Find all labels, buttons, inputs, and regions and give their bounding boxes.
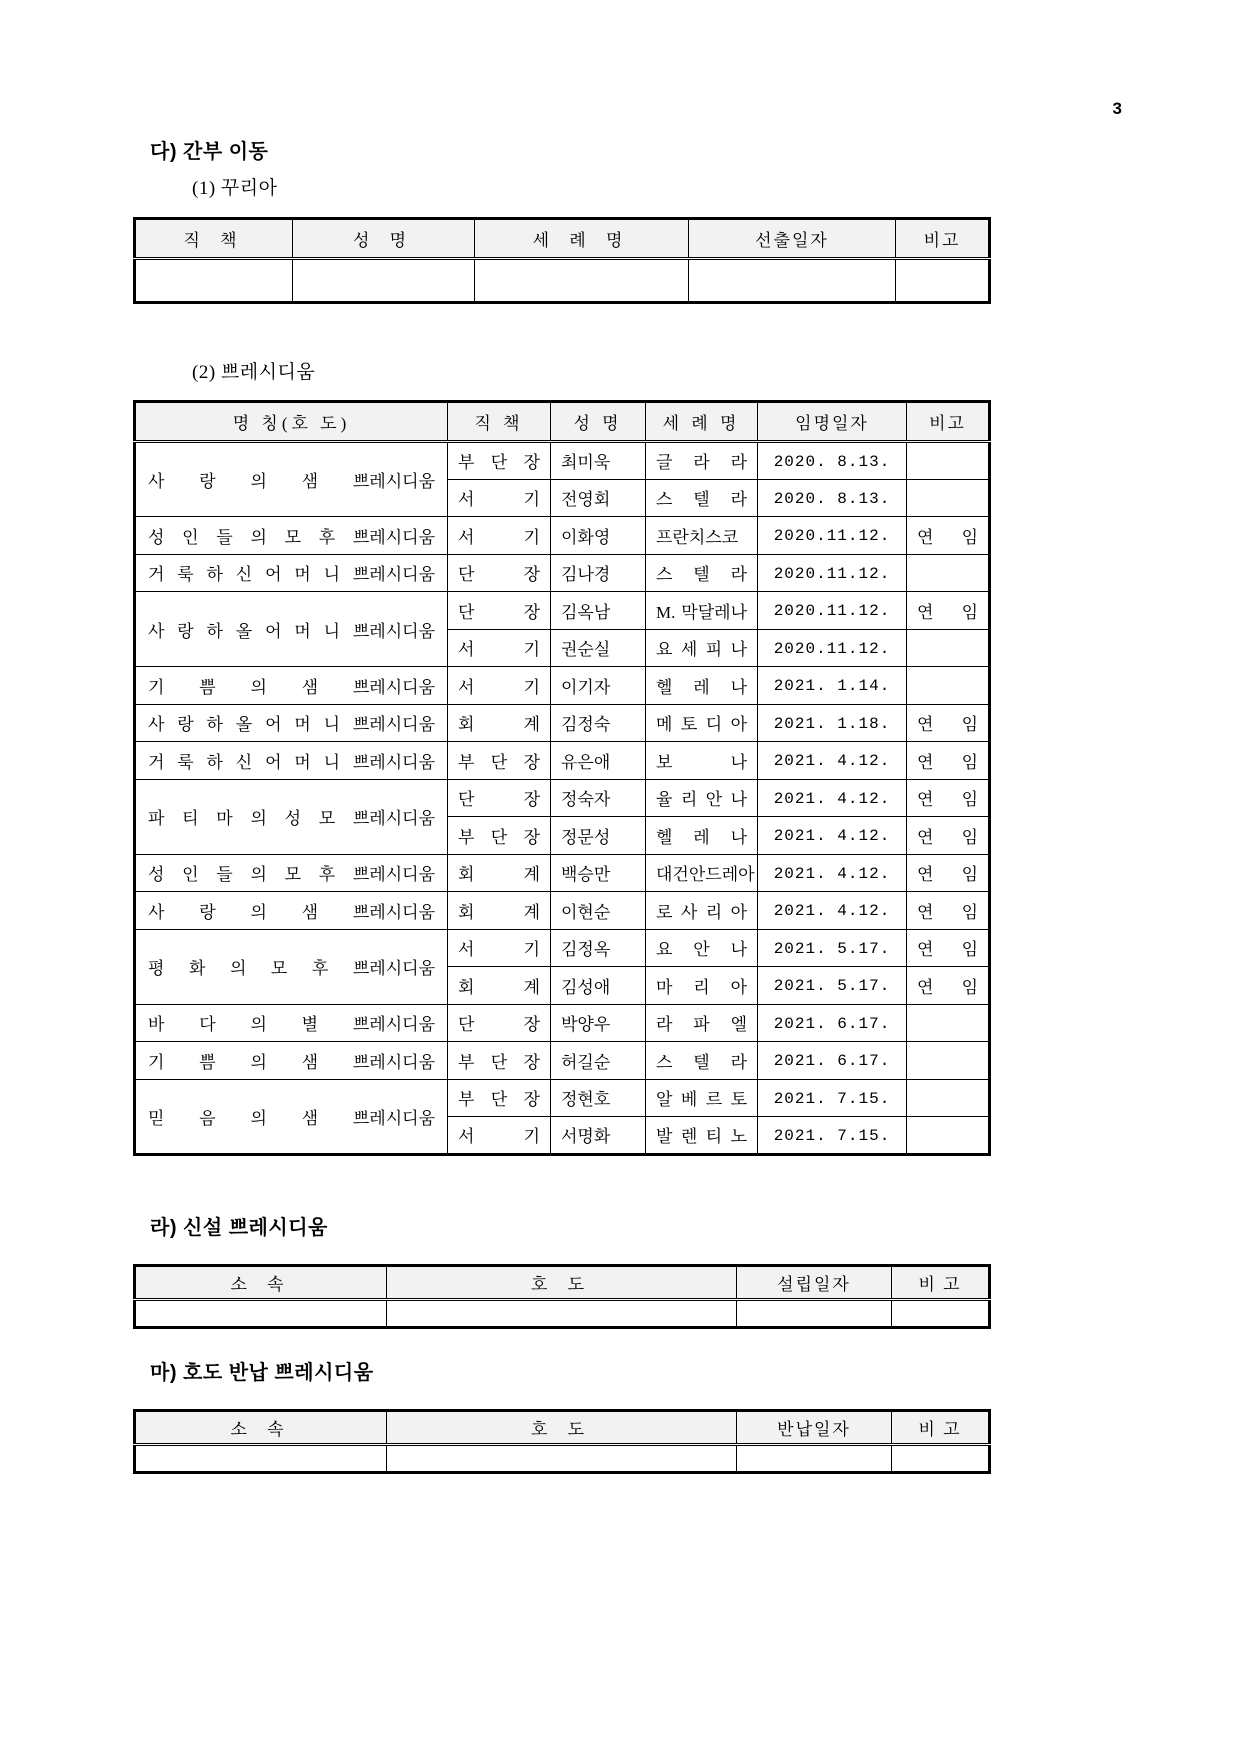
cell-role: 부 단 장 [448, 742, 551, 780]
cell-role: 부 단 장 [448, 1042, 551, 1080]
cell-establish-date [737, 1299, 892, 1327]
cell-appointment-date: 2021. 5.17. [758, 929, 907, 967]
cell-name: 허길순 [551, 1042, 646, 1080]
table-row [135, 1004, 990, 1042]
cell-role: 부 단 장 [448, 817, 551, 855]
column-header-remarks: 비고 [896, 218, 990, 258]
cell-praesidium-name [135, 854, 448, 892]
table-header-row [135, 1265, 990, 1299]
table-row [135, 929, 990, 967]
cell-name: 정현호 [551, 1079, 646, 1117]
cell-name: 김정숙 [551, 704, 646, 742]
cell-name: 백승만 [551, 854, 646, 892]
cell-appointment-date: 2021. 4.12. [758, 892, 907, 930]
cell-praesidium-name [135, 929, 448, 1004]
column-header-baptismal-name: 세 례 명 [475, 218, 689, 258]
cell-praesidium-name [135, 742, 448, 780]
table-row [135, 1444, 990, 1472]
cell-appointment-date: 2020.11.12. [758, 629, 907, 667]
cell-name: 유은애 [551, 742, 646, 780]
column-header-name: 성 명 [293, 218, 475, 258]
praesidium-name-text: 사 랑 의 샘 쁘레시디움 [148, 472, 435, 492]
cell-baptismal-name: 메 토 디 아 [646, 704, 758, 742]
table-row [135, 779, 990, 817]
column-header-affiliation: 소 속 [135, 1265, 387, 1299]
cell-appointment-date: 2021. 5.17. [758, 967, 907, 1005]
cell-name: 전영회 [551, 479, 646, 517]
cell-name: 박양우 [551, 1004, 646, 1042]
column-header-affiliation: 소 속 [135, 1410, 387, 1444]
cell-role: 단 장 [448, 779, 551, 817]
cell-praesidium-name [135, 517, 448, 555]
cell-hodo [387, 1299, 737, 1327]
returned-praesidium-table [133, 1409, 991, 1474]
praesidium-table-body [135, 442, 990, 1155]
cell-appointment-date: 2020.11.12. [758, 554, 907, 592]
cell-remarks: 연 임 [907, 817, 990, 855]
section-heading-ra: 라) 신설 쁘레시디움 [150, 1216, 328, 1239]
cell-role: 회 계 [448, 892, 551, 930]
cell-remarks: 연 임 [907, 929, 990, 967]
cell-appointment-date: 2021. 4.12. [758, 742, 907, 780]
cell-praesidium-name [135, 1079, 448, 1154]
praesidium-name-text: 사 랑 의 샘 쁘레시디움 [148, 902, 435, 922]
praesidium-name-text: 거 룩 하 신 어 머 니 쁘레시디움 [148, 565, 435, 585]
table-header-row [135, 402, 990, 442]
column-header-election-date: 선출일자 [689, 218, 896, 258]
cell-baptismal-name: 발 렌 티 노 [646, 1117, 758, 1155]
section-heading-ma: 마) 호도 반납 쁘레시디움 [150, 1361, 374, 1384]
praesidium-name-text: 바 다 의 별 쁘레시디움 [148, 1015, 435, 1035]
column-header-praesidium-name: 명 칭(호 도) [135, 402, 448, 442]
praesidium-name-text: 성 인 들 의 모 후 쁘레시디움 [148, 865, 435, 885]
cell-baptismal-name: 스 텔 라 [646, 1042, 758, 1080]
column-header-establish-date: 설립일자 [737, 1265, 892, 1299]
subsection-heading-praesidium: (2) 쁘레시디움 [192, 361, 316, 383]
praesidium-officer-table [133, 400, 991, 1156]
column-header-hodo: 호 도 [387, 1410, 737, 1444]
cell-name: 정숙자 [551, 779, 646, 817]
section-heading-da: 다) 간부 이동 [150, 141, 269, 163]
cell-remarks [907, 629, 990, 667]
cell-name: 김정옥 [551, 929, 646, 967]
cell-remarks: 연 임 [907, 854, 990, 892]
cell-role: 단 장 [448, 1004, 551, 1042]
cell-name: 김옥남 [551, 592, 646, 630]
table-row [135, 442, 990, 480]
table-row [135, 742, 990, 780]
column-header-hodo: 호 도 [387, 1265, 737, 1299]
cell-role: 단 장 [448, 554, 551, 592]
cell-baptismal-name: 글 라 라 [646, 442, 758, 480]
cell-role: 회 계 [448, 854, 551, 892]
column-header-remarks: 비 고 [892, 1410, 990, 1444]
cell-baptismal-name: 라 파 엘 [646, 1004, 758, 1042]
praesidium-name-text: 사 랑 하 올 어 머 니 쁘레시디움 [148, 621, 435, 641]
cell-baptismal-name: 로 사 리 아 [646, 892, 758, 930]
cell-role: 서 기 [448, 667, 551, 705]
cell-election-date [689, 258, 896, 302]
cell-name [293, 258, 475, 302]
cell-name: 서명화 [551, 1117, 646, 1155]
cell-appointment-date: 2021. 1.14. [758, 667, 907, 705]
cell-role: 부 단 장 [448, 442, 551, 480]
cell-name: 이기자 [551, 667, 646, 705]
cell-role: 회 계 [448, 967, 551, 1005]
praesidium-name-text: 기 쁨 의 샘 쁘레시디움 [148, 1052, 435, 1072]
cell-name: 김나경 [551, 554, 646, 592]
column-header-appointment-date: 임명일자 [758, 402, 907, 442]
column-header-remarks: 비고 [907, 402, 990, 442]
praesidium-name-text: 기 쁨 의 샘 쁘레시디움 [148, 677, 435, 697]
cell-remarks [907, 667, 990, 705]
cell-baptismal-name: 요 세 피 나 [646, 629, 758, 667]
cell-remarks: 연 임 [907, 742, 990, 780]
table-row [135, 1079, 990, 1117]
cell-appointment-date: 2020.11.12. [758, 517, 907, 555]
cell-praesidium-name [135, 554, 448, 592]
cell-name: 이현순 [551, 892, 646, 930]
table-row [135, 892, 990, 930]
cell-name: 권순실 [551, 629, 646, 667]
page-number: 3 [1112, 99, 1122, 118]
cell-role: 서 기 [448, 517, 551, 555]
praesidium-name-text: 믿 음 의 샘 쁘레시디움 [148, 1108, 435, 1128]
cell-role: 서 기 [448, 629, 551, 667]
table-row [135, 554, 990, 592]
new-praesidium-table [133, 1264, 991, 1329]
cell-name: 정문성 [551, 817, 646, 855]
cell-baptismal-name: 알 베 르 토 [646, 1079, 758, 1117]
cell-baptismal-name: 요 안 나 [646, 929, 758, 967]
table-row [135, 1299, 990, 1327]
table-row [135, 854, 990, 892]
cell-remarks [907, 1079, 990, 1117]
cell-appointment-date: 2020.11.12. [758, 592, 907, 630]
cell-remarks [907, 1117, 990, 1155]
cell-praesidium-name [135, 667, 448, 705]
cell-remarks: 연 임 [907, 967, 990, 1005]
table-row [135, 517, 990, 555]
column-header-return-date: 반납일자 [737, 1410, 892, 1444]
cell-appointment-date: 2021. 7.15. [758, 1117, 907, 1155]
cell-baptismal-name: 프란치스코 [646, 517, 758, 555]
cell-baptismal-name: 대건안드레아 [646, 854, 758, 892]
table-header-row [135, 1410, 990, 1444]
table-row [135, 1042, 990, 1080]
cell-praesidium-name [135, 592, 448, 667]
cell-return-date [737, 1444, 892, 1472]
cell-appointment-date: 2021. 7.15. [758, 1079, 907, 1117]
cell-praesidium-name [135, 1042, 448, 1080]
cell-remarks [907, 479, 990, 517]
cell-remarks: 연 임 [907, 779, 990, 817]
cell-role: 단 장 [448, 592, 551, 630]
column-header-name: 성 명 [551, 402, 646, 442]
cell-appointment-date: 2020. 8.13. [758, 479, 907, 517]
table-header-row [135, 218, 990, 258]
cell-baptismal-name: 스 텔 라 [646, 479, 758, 517]
column-header-baptismal-name: 세 례 명 [646, 402, 758, 442]
column-header-role: 직 책 [135, 218, 293, 258]
cell-remarks [907, 1042, 990, 1080]
cell-role: 서 기 [448, 929, 551, 967]
cell-role [135, 258, 293, 302]
cell-role: 부 단 장 [448, 1079, 551, 1117]
cell-remarks [907, 554, 990, 592]
cell-praesidium-name [135, 704, 448, 742]
cell-appointment-date: 2021. 4.12. [758, 779, 907, 817]
cell-baptismal-name: 율 리 안 나 [646, 779, 758, 817]
cell-appointment-date: 2021. 4.12. [758, 817, 907, 855]
cell-baptismal-name: 헬 레 나 [646, 817, 758, 855]
cell-baptismal-name: 헬 레 나 [646, 667, 758, 705]
cell-name: 이화영 [551, 517, 646, 555]
praesidium-name-text: 거 룩 하 신 어 머 니 쁘레시디움 [148, 752, 435, 772]
cell-role: 서 기 [448, 479, 551, 517]
cell-remarks [907, 442, 990, 480]
cell-remarks: 연 임 [907, 517, 990, 555]
curia-officer-table [133, 217, 991, 304]
cell-baptismal-name: M. 막달레나 [646, 592, 758, 630]
cell-appointment-date: 2021. 1.18. [758, 704, 907, 742]
praesidium-name-text: 성 인 들 의 모 후 쁘레시디움 [148, 527, 435, 547]
cell-remarks: 연 임 [907, 592, 990, 630]
cell-affiliation [135, 1299, 387, 1327]
cell-remarks: 연 임 [907, 704, 990, 742]
praesidium-name-text: 평 화 의 모 후 쁘레시디움 [148, 959, 435, 979]
table-row [135, 667, 990, 705]
cell-baptismal-name [475, 258, 689, 302]
cell-praesidium-name [135, 1004, 448, 1042]
cell-role: 서 기 [448, 1117, 551, 1155]
cell-praesidium-name [135, 892, 448, 930]
cell-remarks: 연 임 [907, 892, 990, 930]
cell-remarks [907, 1004, 990, 1042]
table-row [135, 592, 990, 630]
table-row [135, 258, 990, 302]
cell-praesidium-name [135, 442, 448, 517]
praesidium-name-text: 사 랑 하 올 어 머 니 쁘레시디움 [148, 715, 435, 735]
cell-baptismal-name: 스 텔 라 [646, 554, 758, 592]
subsection-heading-curia: (1) 꾸리아 [192, 178, 278, 199]
cell-baptismal-name: 보 나 [646, 742, 758, 780]
cell-baptismal-name: 마 리 아 [646, 967, 758, 1005]
praesidium-name-text: 파 티 마 의 성 모 쁘레시디움 [148, 809, 435, 829]
cell-affiliation [135, 1444, 387, 1472]
cell-appointment-date: 2020. 8.13. [758, 442, 907, 480]
cell-remarks [892, 1444, 990, 1472]
cell-appointment-date: 2021. 6.17. [758, 1004, 907, 1042]
table-row [135, 704, 990, 742]
cell-appointment-date: 2021. 6.17. [758, 1042, 907, 1080]
column-header-remarks: 비 고 [892, 1265, 990, 1299]
cell-hodo [387, 1444, 737, 1472]
cell-remarks [892, 1299, 990, 1327]
cell-role: 회 계 [448, 704, 551, 742]
cell-appointment-date: 2021. 4.12. [758, 854, 907, 892]
cell-remarks [896, 258, 990, 302]
cell-praesidium-name [135, 779, 448, 854]
cell-name: 최미욱 [551, 442, 646, 480]
cell-name: 김성애 [551, 967, 646, 1005]
page-content [0, 138, 1240, 1474]
column-header-role: 직 책 [448, 402, 551, 442]
